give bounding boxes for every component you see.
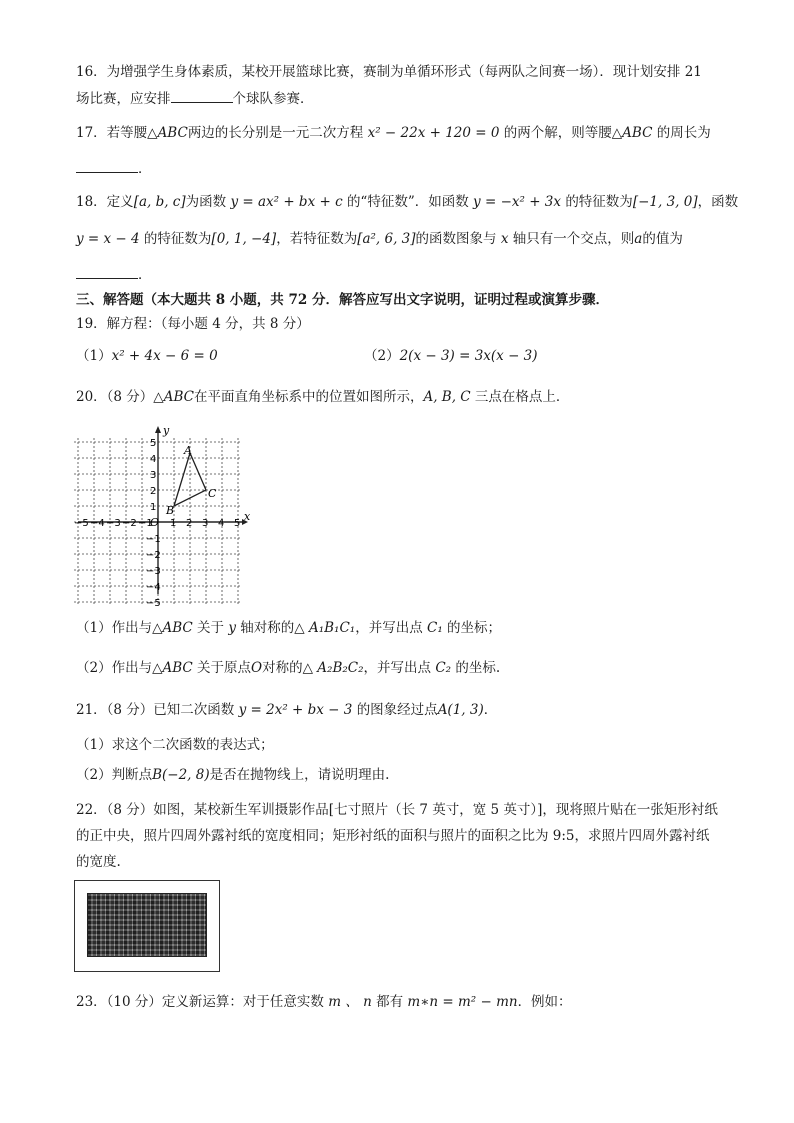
q20-p2c: 对称的△: [262, 660, 313, 676]
q20-p1a: （1）作出与△: [76, 620, 163, 636]
q17-text2: ．: [138, 161, 152, 177]
q22-text1: 22．（8 分）如图，某校新生军训摄影作品[七寸照片（长 7 英寸，宽 5 英寸）]，现将照片贴在一张矩形衬纸: [76, 802, 718, 818]
x-tick-label: 5: [234, 518, 241, 529]
q21-part1: [76, 735, 721, 755]
q18-text2a: 的特征数为: [143, 231, 212, 247]
q19-part1-label: （1）: [76, 348, 112, 364]
q19-part2-label: （2）: [364, 348, 400, 364]
q22-text2: 的正中央，照片四周外露衬纸的宽度相同；矩形衬纸的面积与照片的面积之比为 9:5，求照片四周外露衬纸: [76, 828, 710, 844]
point-a-label: A: [184, 444, 192, 457]
q21-head-b: 的图象经过点: [356, 702, 438, 718]
x-tick-label: −3: [106, 518, 121, 529]
q17-line2: [76, 158, 721, 179]
y-axis-label: y: [163, 424, 170, 437]
point-c-label: C: [208, 487, 217, 500]
q21-p2b: 是否在抛物线上，请说明理由.: [209, 767, 390, 783]
q18-text1e: ，函数: [697, 194, 739, 210]
q20-p2-triangle: ABC: [162, 660, 193, 676]
section3-heading: [76, 290, 721, 310]
q21-point: A(1, 3): [437, 702, 484, 718]
q21-head: [76, 700, 721, 720]
x-tick-label: −2: [122, 518, 137, 529]
q17-triangle-2: ABC: [622, 125, 653, 141]
q23-operation: m∗n = m² − mn: [407, 994, 518, 1010]
q18-text1d: 的特征数为: [565, 194, 633, 210]
q18-def-function: y = ax² + bx + c: [230, 194, 343, 210]
q20-p2a: （2）作出与△: [76, 660, 163, 676]
x-tick-label: 3: [202, 518, 209, 529]
q18-text3: ．: [138, 267, 152, 283]
q18-example2-vector: [0, 1, −4]: [211, 231, 277, 247]
q18-text2b: ，若特征数为: [276, 231, 358, 247]
q21-part2: [76, 765, 721, 785]
q22-text3: 的宽度.: [76, 854, 121, 870]
q17-line1: [76, 123, 721, 143]
q18-example-function: y = −x² + 3x: [473, 194, 562, 210]
q18-line1: [76, 192, 739, 212]
q20-p2e: 的坐标.: [455, 660, 501, 676]
q19-head: [76, 314, 721, 334]
q18-text1a: 18．定义: [76, 194, 134, 210]
q18-def-vector: [a, b, c]: [133, 194, 186, 210]
q18-answer-blank[interactable]: [76, 264, 138, 279]
q16-line2: [76, 88, 721, 109]
y-axis-arrow: [155, 426, 161, 433]
q22-line1: [76, 800, 721, 820]
q23-variables: m 、 n: [328, 994, 372, 1010]
q17-text1b: 两边的长分别是一元二次方程: [187, 125, 364, 141]
q20-head-a: 20．（8 分）△: [76, 389, 164, 405]
q21-function: y = 2x² + bx − 3: [238, 702, 353, 718]
q18-text2c: 的函数图象与: [415, 231, 497, 247]
point-b-label: B: [166, 504, 175, 517]
q21-p1: （1）求这个二次函数的表达式；: [76, 737, 274, 753]
q20-p1b: 关于: [197, 620, 225, 636]
q17-triangle: ABC: [157, 125, 188, 141]
q20-p1c: 轴对称的△: [240, 620, 305, 636]
q18-text1b: 为函数: [185, 194, 227, 210]
q21-p2a: （2）判断点: [76, 767, 153, 783]
military-training-photo: [74, 880, 220, 972]
coordinate-grid-figure: [72, 422, 252, 609]
q18-given-vector: [a², 6, 3]: [357, 231, 416, 247]
q21-p2-point: B(−2, 8): [152, 767, 210, 783]
origin-label: O: [150, 516, 160, 529]
y-tick-label: −1: [146, 534, 161, 545]
q16-line1: [76, 62, 721, 82]
q20-p2-o: O: [251, 660, 263, 676]
y-tick-label: 4: [150, 454, 157, 465]
q22-line3: [76, 852, 721, 872]
q20-p1d: ，并写出点: [355, 620, 423, 636]
q20-head-c: 三点在格点上．: [474, 389, 570, 405]
q20-p2-pt: C₂: [435, 660, 452, 676]
x-tick-label: 1: [170, 518, 177, 529]
y-tick-label: 2: [150, 486, 157, 497]
q18-text2d: 轴只有一个交点，则: [512, 231, 635, 247]
q16-text1: 16．为增强学生身体素质，某校开展篮球比赛，赛制为单循环形式（每两队之间赛一场）．现计划安排 21: [76, 64, 702, 80]
q19-part2: [364, 346, 724, 366]
x-tick-label: −4: [90, 518, 105, 529]
q20-triangle: ABC: [163, 389, 194, 405]
q20-p2b: 关于原点: [197, 660, 252, 676]
q20-head-b: 在平面直角坐标系中的位置如图所示，: [193, 389, 424, 405]
x-tick-label: 2: [186, 518, 193, 529]
q18-text1c: 的“特征数”．如函数: [346, 194, 469, 210]
q18-line2: [76, 229, 721, 249]
y-tick-label: 3: [150, 470, 157, 481]
q23-head: [76, 992, 721, 1012]
section3-heading-text: 三、解答题（本大题共 8 小题，共 72 分．解答应写出文字说明，证明过程或演算步骤．: [76, 292, 609, 308]
q17-text1a: 17．若等腰△: [76, 125, 158, 141]
q20-p1e: 的坐标；: [447, 620, 502, 636]
q20-p1-tri: A₁B₁C₁: [308, 620, 356, 636]
q21-head-c: ．: [483, 702, 498, 718]
q23-head-a: 23．（10 分）定义新运算：对于任意实数: [76, 994, 324, 1010]
y-tick-label: −2: [146, 550, 161, 561]
y-tick-label: −5: [146, 598, 161, 609]
q19-head-text: 19．解方程：（每小题 4 分，共 8 分）: [76, 316, 310, 332]
q23-head-b: 都有: [376, 994, 404, 1010]
q18-x-variable: x: [500, 231, 509, 247]
q17-answer-blank[interactable]: [76, 158, 138, 173]
q20-part2: [76, 658, 721, 678]
q18-text2e: 的值为: [642, 231, 683, 247]
q18-line3: [76, 264, 721, 285]
q20-p1-triangle: ABC: [162, 620, 193, 636]
x-axis-label: x: [244, 510, 251, 523]
q20-head: [76, 387, 721, 407]
q22-line2: [76, 826, 721, 846]
x-tick-label: −1: [138, 518, 153, 529]
q20-p2-tri: A₂B₂C₂: [317, 660, 364, 676]
q18-example-vector: [−1, 3, 0]: [632, 194, 698, 210]
q20-part1: [76, 618, 721, 638]
q19-part1-equation: x² + 4x − 6 = 0: [111, 348, 218, 364]
y-tick-label: −4: [146, 582, 161, 593]
q21-head-a: 21．（8 分）已知二次函数: [76, 702, 235, 718]
q20-p2d: ，并写出点: [363, 660, 432, 676]
photo-image: [87, 893, 207, 957]
q18-example2-function: y = x − 4: [76, 231, 140, 247]
q16-text2b: 个球队参赛．: [232, 91, 314, 107]
x-tick-label: −5: [74, 518, 89, 529]
q20-points: A, B, C: [423, 389, 471, 405]
q20-p1-y: y: [228, 620, 236, 636]
q17-text1c: 的两个解，则等腰△: [503, 125, 623, 141]
q23-head-c: ．例如：: [517, 994, 572, 1010]
q16-text2a: 场比赛，应安排: [76, 91, 171, 107]
q18-a-variable: a: [634, 231, 643, 247]
coordinate-grid: [72, 422, 252, 609]
q20-p1-pt: C₁: [427, 620, 443, 636]
y-tick-label: 5: [150, 438, 157, 449]
q17-equation: x² − 22x + 120 = 0: [367, 125, 500, 141]
y-tick-label: 1: [150, 502, 157, 513]
y-tick-label: −3: [146, 566, 161, 577]
q19-part2-equation: 2(x − 3) = 3x(x − 3): [399, 348, 538, 364]
q17-text1d: 的周长为: [656, 125, 711, 141]
q16-answer-blank[interactable]: [171, 88, 233, 103]
x-tick-label: 4: [218, 518, 225, 529]
